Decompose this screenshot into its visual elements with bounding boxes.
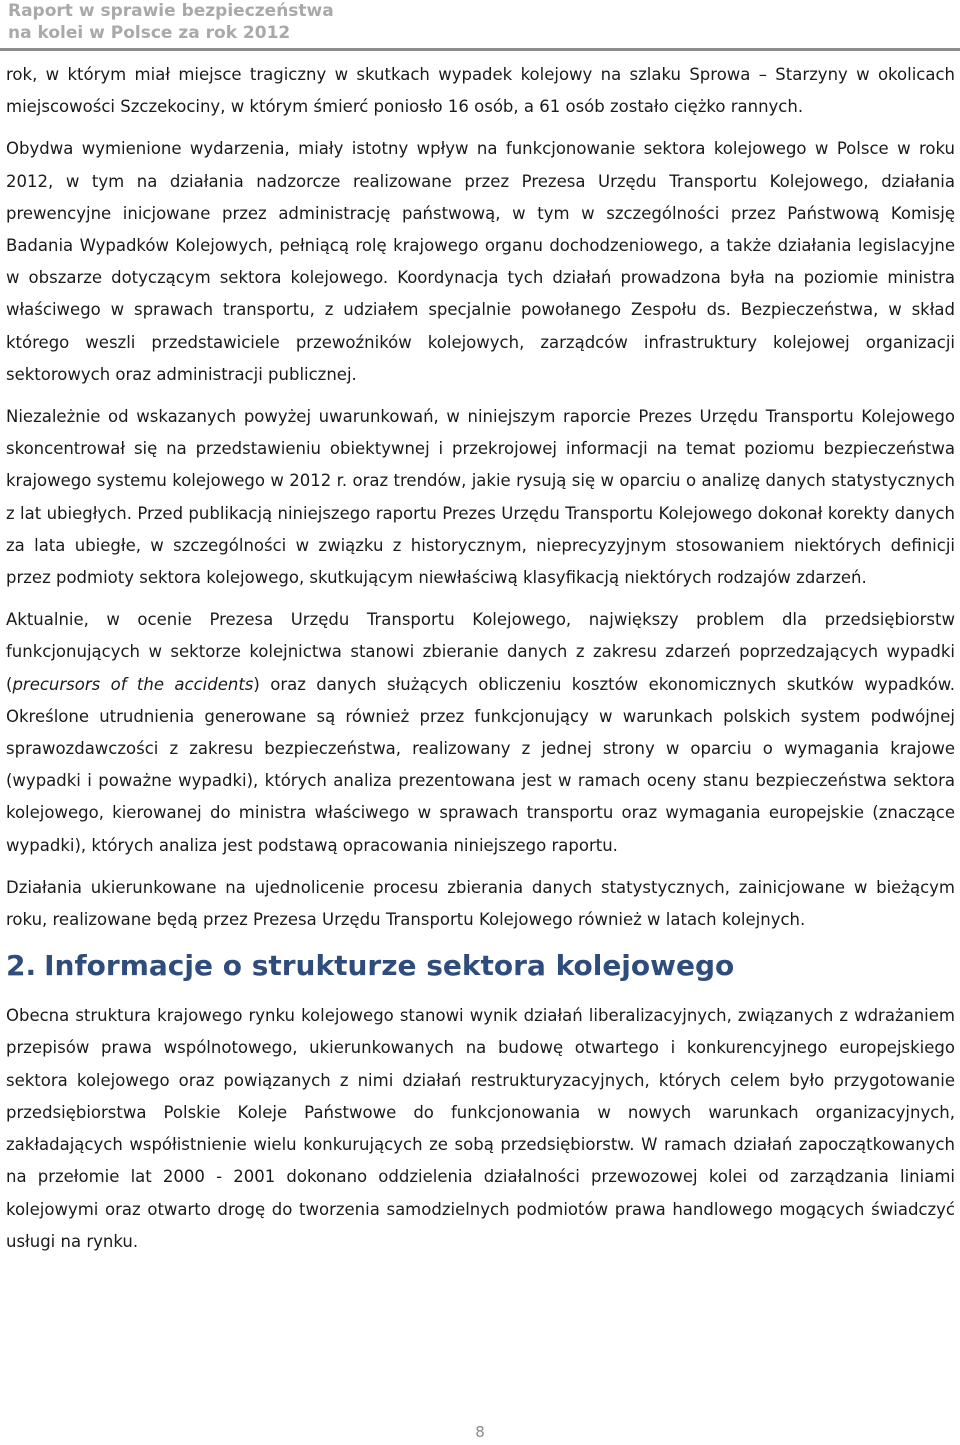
paragraph-4-text-before: Aktualnie, w ocenie Prezesa Urzędu Transportu Kolejowego, największy problem dla przedsiębiorstw funkcjonujących w sektorze kolejnictwa stanowi zbieranie danych z zakresu zdarzeń poprzedzających wypadki (: [6, 610, 955, 694]
paragraph-4-italic-term: precursors of the accidents: [12, 674, 254, 694]
paragraph-2: Obydwa wymienione wydarzenia, miały istotny wpływ na funkcjonowanie sektora kolejowego w Polsce w roku 2012, w tym na działania nadzorcze realizowane przez Prezesa Urzędu Transportu Kolejowego, działania prewencyjne inicjowane przez administrację państwową, w tym w szczególności przez Państwową Komisję Badania Wypadków Kolejowych, pełniącą rolę krajowego organu dochodzeniowego, a także działania legislacyjne w obszarze dotyczącym sektora kolejowego. Koordynacja tych działań prowadzona była na poziomie ministra właściwego w sprawach transportu, z udziałem specjalnie powołanego Zespołu ds. Bezpieczeństwa, w skład którego weszli przedstawiciele przewoźników kolejowych, zarządców infrastruktury kolejowej organizacji sektorowych oraz administracji publicznej.: [6, 139, 955, 384]
section-title: Informacje o strukturze sektora kolejowego: [44, 949, 735, 983]
page-number: 8: [475, 1423, 485, 1441]
paragraph-3: Niezależnie od wskazanych powyżej uwarunkowań, w niniejszym raporcie Prezes Urzędu Transportu Kolejowego skoncentrował się na przedstawieniu obiektywnej i przekrojowej informacji na temat poziomu bezpieczeństwa krajowego systemu kolejowego w 2012 r. oraz trendów, jakie rysują się w oparciu o analizę danych statystycznych z lat ubiegłych. Przed publikacją niniejszego raportu Prezes Urzędu Transportu Kolejowego dokonał korekty danych za lata ubiegłe, w szczególności w związku z historycznym, nieprecyzyjnym stosowaniem niektórych definicji przez podmioty sektora kolejowego, skutkującym niewłaściwą klasyfikacją niektórych rodzajów zdarzeń.: [6, 407, 955, 588]
paragraph-6: Obecna struktura krajowego rynku kolejowego stanowi wynik działań liberalizacyjnych, związanych z wdrażaniem przepisów prawa wspólnotowego, ukierunkowanych na budowę otwartego i konkurencyjnego europejskiego sektora kolejowego oraz powiązanych z nimi działań restrukturyzacyjnych, których celem było przygotowanie przedsiębiorstwa Polskie Koleje Państwowe do funkcjonowania w nowych warunkach organizacyjnych, zakładających współistnienie wielu konkurujących ze sobą przedsiębiorstw. W ramach działań zapoczątkowanych na przełomie lat 2000 - 2001 dokonano oddzielenia działalności przewozowej kolei od zarządzania liniami kolejowymi oraz otwarto drogę do tworzenia samodzielnych podmiotów prawa handlowego mogących świadczyć usługi na rynku.: [6, 1006, 955, 1251]
running-header: [8, 0, 608, 44]
header-title-line-2: na kolei w Polsce za rok 2012: [8, 23, 291, 43]
section-number: 2.: [6, 949, 37, 983]
paragraph-5: Działania ukierunkowane na ujednolicenie procesu zbierania danych statystycznych, zainicjowane w bieżącym roku, realizowane będą przez Prezesa Urzędu Transportu Kolejowego również w latach kolejnych.: [6, 877, 955, 930]
header-title-line-1: Raport w sprawie bezpieczeństwa: [8, 1, 334, 21]
paragraph-4: [6, 604, 955, 862]
paragraph-1: rok, w którym miał miejsce tragiczny w skutkach wypadek kolejowy na szlaku Sprowa – Starzyny w okolicach miejscowości Szczekociny, w którym śmierć poniosło 16 osób, a 61 osób zostało ciężko rannych.: [6, 65, 955, 117]
header-divider: [0, 48, 960, 51]
section-heading: [6, 946, 955, 986]
paragraph-4-text-after: ) oraz danych służących obliczeniu kosztów ekonomicznych skutków wypadków. Określone utrudnienia generowane są również przez funkcjonujący w warunkach polskich system podwójnej sprawozdawczości z zakresu bezpieczeństwa, realizowany z jednej strony w oparciu o wymagania krajowe (wypadki i poważne wypadki), których analiza prezentowana jest w ramach oceny stanu bezpieczeństwa sektora kolejowego, kierowanej do ministra właściwego w sprawach transportu oraz wymagania europejskie (znaczące wypadki), których analiza jest podstawą opracowania niniejszego raportu.: [6, 674, 955, 855]
document-body: [6, 59, 955, 1268]
